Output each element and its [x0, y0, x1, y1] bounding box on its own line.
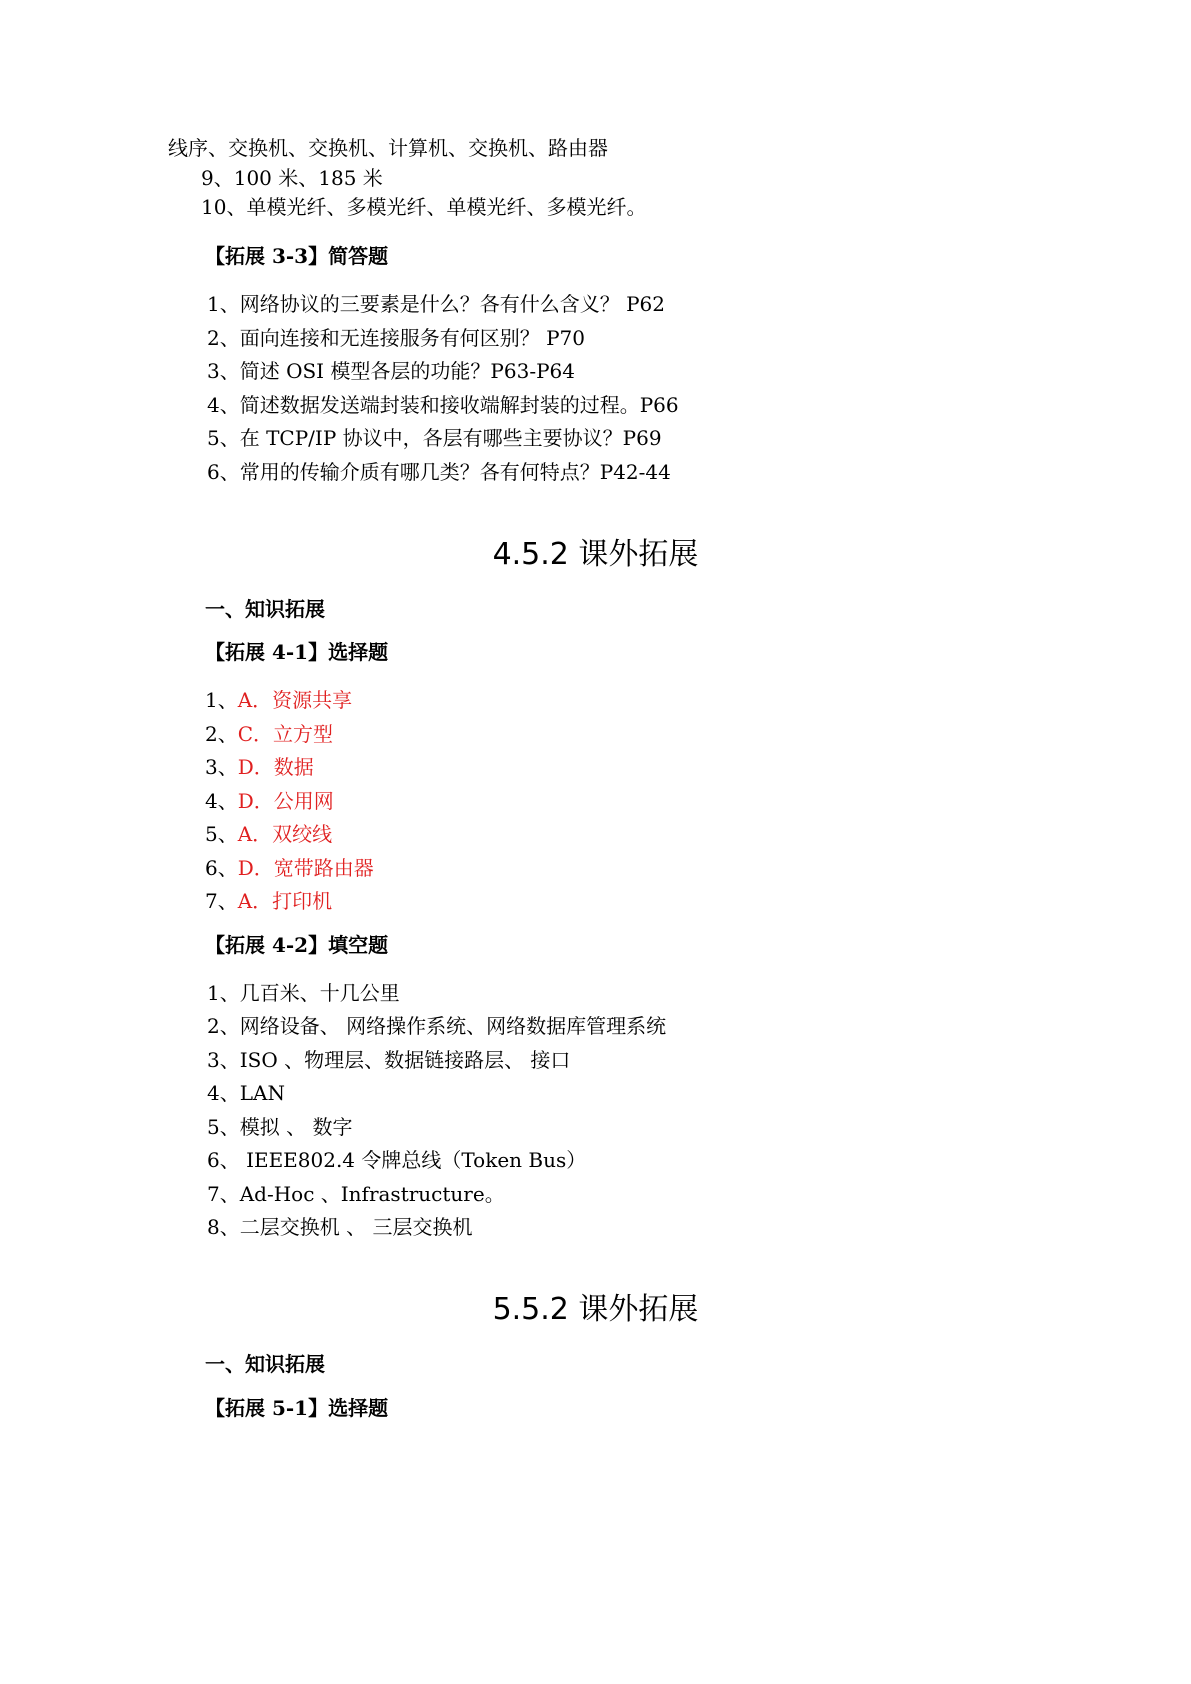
item-number: 1、 [205, 688, 238, 712]
text-line: 9、100 米、185 米 [201, 166, 383, 190]
text-line: 线序、交换机、交换机、计算机、交换机、路由器 [168, 136, 608, 160]
list-item [205, 820, 332, 848]
list-item: 6、常用的传输介质有哪几类？各有何特点？P42-44 [207, 460, 671, 484]
list-item: 4、LAN [207, 1081, 285, 1105]
list-item [205, 787, 334, 815]
section-title: 【拓展 4-1】选择题 [205, 640, 389, 664]
subsection-title: 一、知识拓展 [205, 597, 325, 621]
list-item: 6、 IEEE802.4 令牌总线（Token Bus） [207, 1148, 587, 1172]
list-item [205, 686, 352, 714]
answer-text: D．公用网 [237, 789, 334, 813]
section-heading: 5.5.2 课外拓展 [492, 1292, 699, 1327]
section-title: 【拓展 3-3】简答题 [205, 244, 389, 268]
list-item: 5、模拟 、 数字 [207, 1115, 353, 1139]
list-item: 8、二层交换机 、 三层交换机 [207, 1215, 473, 1239]
list-item [205, 753, 314, 781]
list-item [205, 887, 332, 915]
item-number: 7、 [205, 889, 238, 913]
list-item: 4、简述数据发送端封装和接收端解封装的过程。P66 [207, 393, 679, 417]
list-item: 5、在 TCP/IP 协议中，各层有哪些主要协议？P69 [207, 426, 662, 450]
list-item: 2、网络设备、 网络操作系统、网络数据库管理系统 [207, 1014, 667, 1038]
answer-text: C．立方型 [237, 722, 334, 746]
answer-text: D．宽带路由器 [237, 856, 374, 880]
answer-text: A．双绞线 [237, 822, 333, 846]
item-number: 4、 [205, 789, 238, 813]
list-item [205, 720, 333, 748]
list-item [205, 854, 374, 882]
item-number: 3、 [205, 755, 238, 779]
list-item: 3、简述 OSI 模型各层的功能？P63-P64 [207, 359, 576, 383]
item-number: 2、 [205, 722, 238, 746]
answer-text: D．数据 [237, 755, 314, 779]
item-number: 5、 [205, 822, 238, 846]
list-item: 7、Ad-Hoc 、Infrastructure。 [207, 1182, 505, 1206]
text-line: 10、单模光纤、多模光纤、单模光纤、多模光纤。 [201, 195, 647, 219]
section-title: 【拓展 4-2】填空题 [205, 933, 389, 957]
list-item: 1、网络协议的三要素是什么？各有什么含义？ P62 [207, 292, 665, 316]
section-heading: 4.5.2 课外拓展 [492, 537, 699, 572]
section-title: 【拓展 5-1】选择题 [205, 1396, 389, 1420]
list-item: 3、ISO 、物理层、数据链接路层、 接口 [207, 1048, 571, 1072]
list-item: 1、几百米、十几公里 [207, 981, 400, 1005]
answer-text: A．打印机 [237, 889, 333, 913]
subsection-title: 一、知识拓展 [205, 1352, 325, 1376]
item-number: 6、 [205, 856, 238, 880]
list-item: 2、面向连接和无连接服务有何区别？ P70 [207, 326, 585, 350]
answer-text: A．资源共享 [237, 688, 353, 712]
